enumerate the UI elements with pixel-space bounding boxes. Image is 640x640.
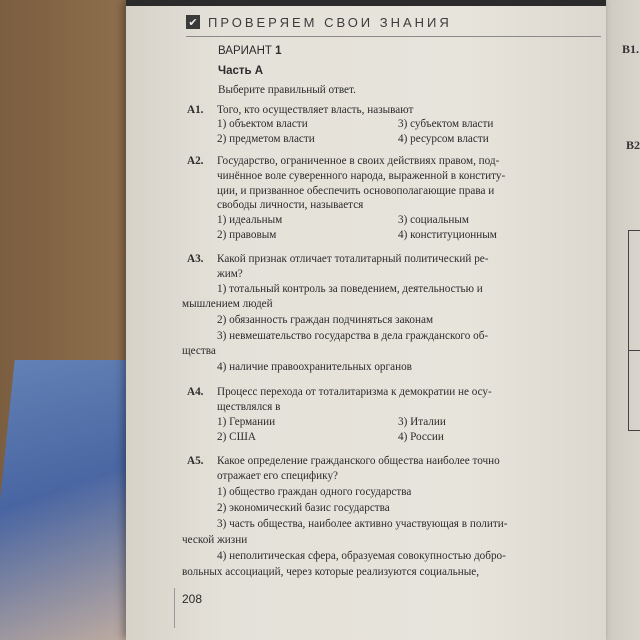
answer-option: 3) невмешательство государства в дела гражданского об-	[217, 330, 489, 342]
answer-option: 2) правовым	[217, 229, 277, 241]
answer-option: 3) часть общества, наиболее активно участвующая в полити-	[217, 518, 508, 530]
answer-option: 1) общество граждан одного государства	[217, 486, 412, 498]
question-number: А5.	[187, 455, 204, 467]
answer-option: 1) идеальным	[217, 214, 283, 226]
right-page-b2: В2	[626, 138, 640, 152]
page-number: 208	[182, 592, 203, 606]
right-page-line	[628, 430, 640, 431]
answer-option: 1) Германии	[217, 416, 276, 428]
instruction: Выберите правильный ответ.	[218, 84, 356, 96]
section-title: ПРОВЕРЯЕМ СВОИ ЗНАНИЯ	[208, 14, 452, 30]
answer-option: 2) США	[217, 431, 256, 443]
variant-label: ВАРИАНТ	[218, 45, 272, 57]
answer-option: 4) ресурсом власти	[398, 133, 489, 145]
question-number: А3.	[187, 253, 204, 265]
question-text: Того, кто осуществляет власть, называют	[217, 104, 414, 116]
answer-option: ческой жизни	[182, 534, 248, 546]
right-page-b1: В1.	[622, 42, 640, 56]
textbook-page	[126, 0, 606, 640]
answer-option: мышлением людей	[182, 298, 273, 310]
answer-option: 4) наличие правоохранительных органов	[217, 361, 412, 373]
question-text: отражает его специфику?	[217, 470, 339, 482]
question-text: Государство, ограниченное в своих действиях правом, под-	[217, 155, 500, 167]
answer-option: 3) субъектом власти	[398, 118, 494, 130]
question-text: чинённое воле суверенного народа, выраженной в конститу-	[217, 170, 506, 182]
section-divider	[186, 36, 601, 37]
question-number: А2.	[187, 155, 204, 167]
footer-divider	[174, 588, 175, 628]
answer-option: 4) неполитическая сфера, образуемая совокупностью добро-	[217, 550, 506, 562]
question-number: А4.	[187, 386, 204, 398]
section-header	[186, 10, 606, 34]
question-text: Процесс перехода от тоталитаризма к демократии не осу-	[217, 386, 492, 398]
answer-option: вольных ассоциаций, через которые реализуются социальные,	[182, 566, 480, 578]
answer-option: 4) конституционным	[398, 229, 497, 241]
variant-heading	[218, 44, 282, 58]
part-heading: Часть А	[218, 65, 264, 77]
answer-option: 4) России	[398, 431, 444, 443]
answer-option: 3) социальным	[398, 214, 469, 226]
answer-option: щества	[182, 345, 216, 357]
variant-number: 1	[275, 45, 282, 57]
page-top-bar	[126, 0, 606, 6]
check-icon: ✔	[186, 15, 200, 29]
answer-option: 2) экономический базис государства	[217, 502, 390, 514]
right-page-line	[628, 230, 640, 231]
answer-option: 3) Италии	[398, 416, 446, 428]
right-page-line	[628, 230, 629, 430]
answer-option: 1) тотальный контроль за поведением, деятельностью и	[217, 283, 483, 295]
answer-option: 2) предметом власти	[217, 133, 315, 145]
question-text: ществлялся в	[217, 401, 281, 413]
question-text: свободы личности, называется	[217, 199, 364, 211]
right-page-line	[628, 350, 640, 351]
question-text: ции, и призванное обеспечить основополагающие права и	[217, 185, 495, 197]
question-text: Какой признак отличает тоталитарный политический ре-	[217, 253, 489, 265]
answer-option: 2) обязанность граждан подчиняться законам	[217, 314, 434, 326]
question-text: Какое определение гражданского общества наиболее точно	[217, 455, 500, 467]
question-number: А1.	[187, 104, 204, 116]
question-text: жим?	[217, 268, 243, 280]
answer-option: 1) объектом власти	[217, 118, 308, 130]
